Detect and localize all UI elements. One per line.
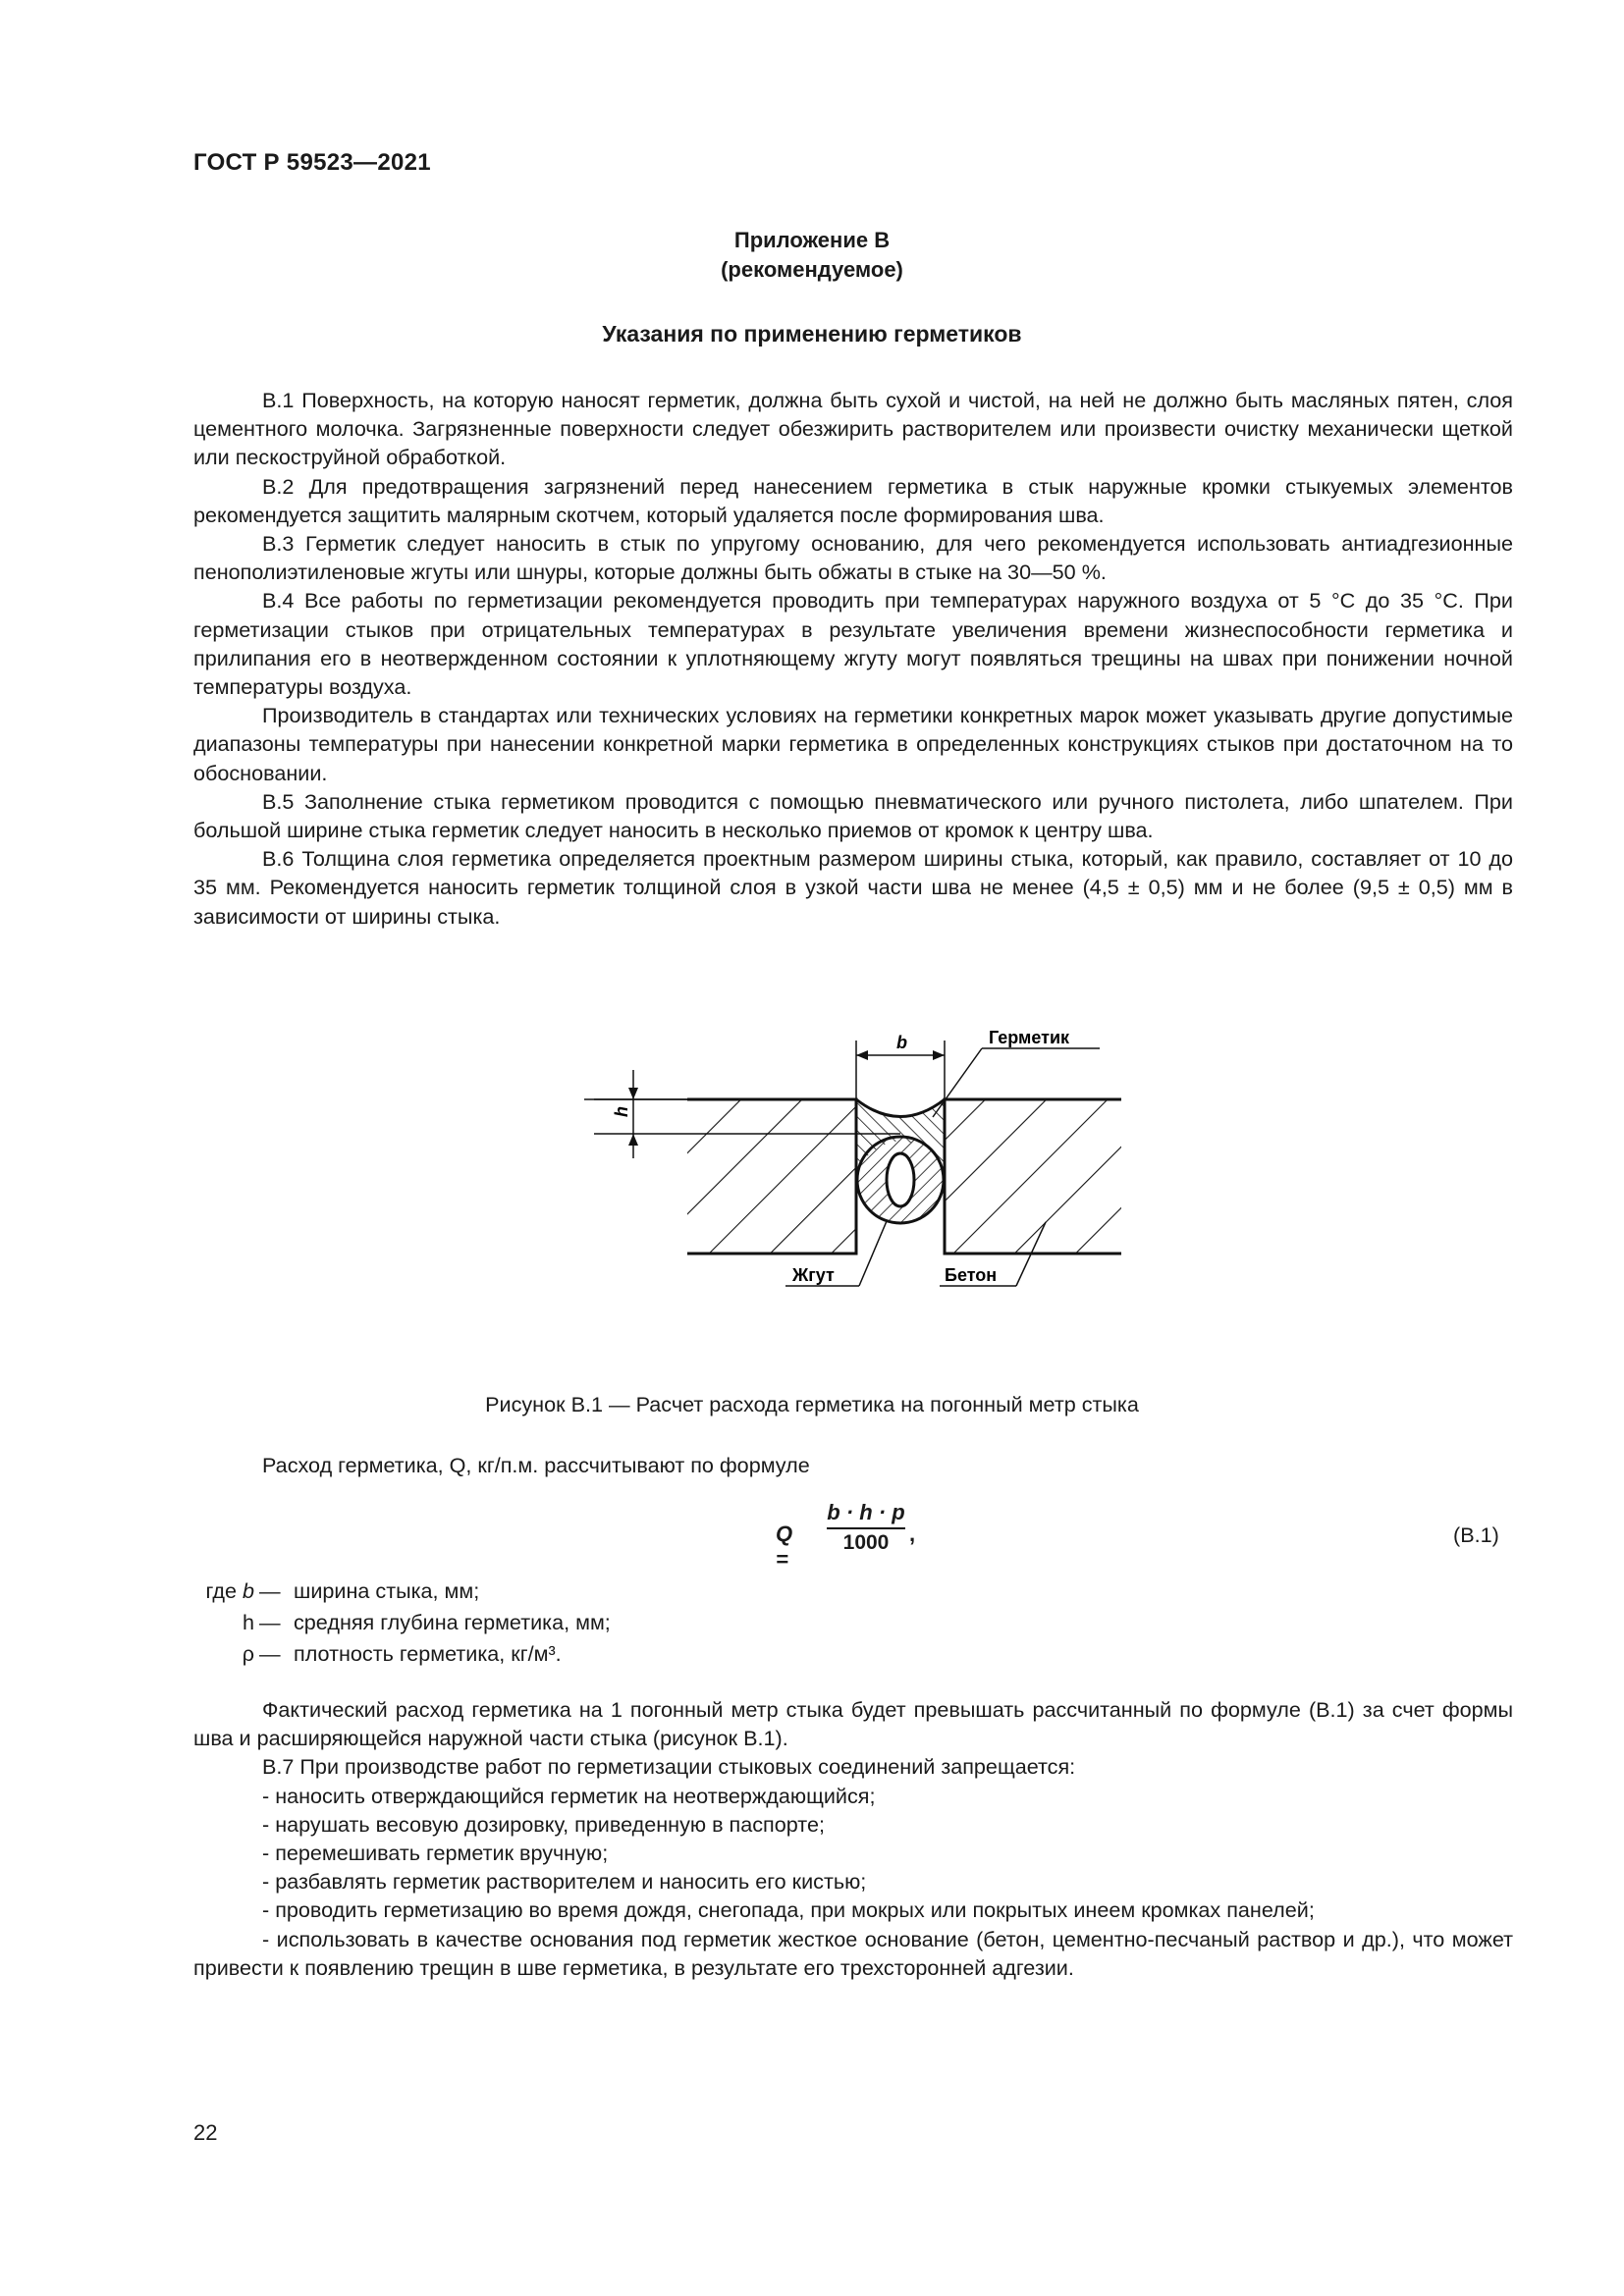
figure-caption: Рисунок В.1 — Расчет расхода герметика на погонный метр стыка — [485, 1392, 1139, 1416]
paragraph-b6: В.6 Толщина слоя герметика определяется проектным размером ширины стыка, который, как правило, составляет от 10 до 35 мм. Рекомендуется наносить герметик толщиной слоя в узкой части шва не менее (4,5 ± 0,5) мм и не более (9,5 ± 0,5) мм в зависимости от ширины стыка. — [193, 846, 1513, 929]
prohibition-item: - разбавлять герметик растворителем и наносить его кистью; — [262, 1869, 867, 1895]
bottom-paragraphs — [193, 1695, 1513, 1982]
paragraph-b5: В.5 Заполнение стыка герметиком проводится с помощью пневматического или ручного пистолета, либо шпателем. При большой ширине стыка герметик следует наносить в несколько приемов от кромок к центру шва. — [193, 788, 1513, 843]
prohibition-item: - перемешивать герметик вручную; — [262, 1841, 609, 1866]
formula-comma: , — [909, 1522, 916, 1546]
legend-description: плотность герметика, кг/м³. — [294, 1641, 562, 1666]
legend-description: средняя глубина герметика, мм; — [294, 1610, 611, 1634]
appendix-subtitle: (рекомендуемое) — [721, 257, 903, 282]
formula-denominator: 1000 — [842, 1531, 890, 1554]
prohibition-item: - использовать в качестве основания под герметик жесткое основание (бетон, цементно-песчаный раствор и др.), что может привести к появлению трещин в шве герметика, в результате его трехсторонней адгезии. — [193, 1926, 1513, 1980]
concrete-label: Бетон — [945, 1265, 998, 1285]
paragraph-b2: В.2 Для предотвращения загрязнений перед нанесением герметика в стык наружные кромки стыкуемых элементов рекомендуется защитить малярным скотчем, который удаляется после формирования шва. — [193, 473, 1513, 527]
legend-dash: — — [259, 1641, 281, 1666]
dimension-h-label: h — [612, 1106, 631, 1117]
left-concrete-block — [687, 1099, 856, 1254]
prohibition-item: - нарушать весовую дозировку, приведенную в паспорте; — [262, 1811, 825, 1837]
paragraph-b3: В.3 Герметик следует наносить в стык по упругому основанию, для чего рекомендуется использовать антиадгезионные пенополиэтиленовые жгуты или шнуры, которые должны быть обжаты в стыке на 30—50 %. — [193, 531, 1513, 585]
legend-prefix-symbol: где b — [205, 1578, 254, 1603]
fraction-bar — [827, 1527, 905, 1529]
section-title: Указания по применению герметиков — [602, 321, 1022, 347]
page-number: 22 — [193, 2120, 218, 2145]
paragraph-b7: В.7 При производстве работ по герметизации стыковых соединений запрещается: — [262, 1754, 1076, 1780]
legend-symbol: ρ — [242, 1641, 254, 1666]
legend-description: ширина стыка, мм; — [294, 1578, 480, 1603]
dimension-b — [856, 1033, 945, 1099]
prohibition-item: - наносить отверждающийся герметик на неотверждающийся; — [262, 1783, 876, 1808]
paragraph-b1: В.1 Поверхность, на которую наносят герметик, должна быть сухой и чистой, на ней не должно быть масляных пятен, слоя цементного молочка. Загрязненные поверхности следует обезжирить растворителем или произвести очистку механически щеткой или пескоструйной обработкой. — [193, 388, 1513, 470]
formula-lhs: Q = — [776, 1522, 793, 1572]
dimension-b-label: b — [896, 1033, 907, 1052]
paragraph-actual-consumption: Фактический расход герметика на 1 погонный метр стыка будет превышать рассчитанный по формуле (В.1) за счет формы шва и расширяющейся наружной части стыка (рисунок В.1). — [193, 1697, 1513, 1751]
paragraph-b4: В.4 Все работы по герметизации рекомендуется проводить при температурах наружного воздуха от 5 °С до 35 °С. При герметизации стыков при отрицательных температурах в результате увеличения времени жизнеспособности герметика и прилипания его в неотвержденном состоянии к уплотняющему жгуту могут появляться трещины на швах при понижении ночной температуры воздуха. — [193, 588, 1513, 700]
right-concrete-block — [945, 1099, 1121, 1254]
formula-lead-text: Расход герметика, Q, кг/п.м. рассчитывают по формуле — [262, 1453, 810, 1477]
legend-symbol: h — [242, 1610, 254, 1634]
top-paragraphs — [193, 386, 1513, 931]
joint-cross-section-figure — [584, 1011, 1173, 1306]
formula-numerator: b · h · p — [827, 1500, 905, 1524]
appendix-title: Приложение В — [733, 228, 891, 252]
backing-cord — [857, 1137, 944, 1223]
formula-fraction — [827, 1500, 905, 1555]
prohibition-item: - проводить герметизацию во время дождя, снегопада, при мокрых или покрытых инеем кромках панелей; — [262, 1897, 1315, 1923]
legend-dash: — — [259, 1578, 281, 1603]
legend-dash: — — [259, 1610, 281, 1634]
formula-number: (В.1) — [1453, 1522, 1499, 1547]
sealant-label: Герметик — [989, 1028, 1070, 1047]
cord-label: Жгут — [792, 1265, 835, 1285]
paragraph-b4-manufacturer: Производитель в стандартах или технических условиях на герметики конкретных марок может указывать другие допустимые диапазоны температуры при нанесении конкретной марки герметика в определенных конструкциях стыков при достаточном на то обосновании. — [193, 703, 1513, 785]
document-header-id: ГОСТ Р 59523—2021 — [193, 149, 431, 176]
